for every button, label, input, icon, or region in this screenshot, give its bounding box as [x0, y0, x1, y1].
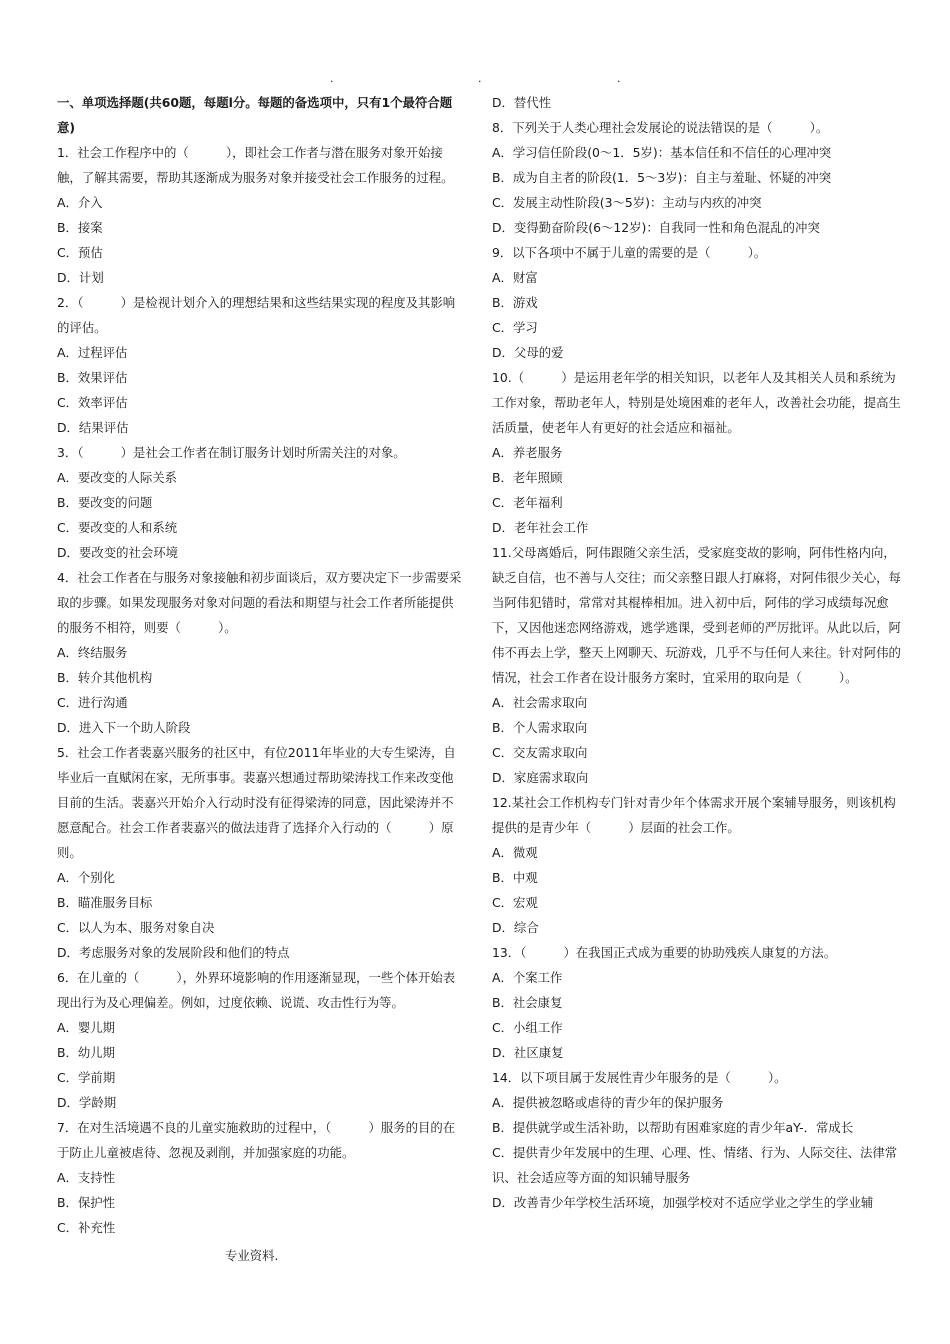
answer-option: D．家庭需求取向 — [492, 770, 589, 785]
answer-option: A．提供被忽略或虐待的青少年的保护服务 — [492, 1095, 724, 1110]
answer-option: C．补充性 — [57, 1220, 116, 1235]
answer-option: C．交友需求取向 — [492, 745, 588, 760]
answer-option: C．学习 — [492, 320, 538, 335]
answer-option: D．老年社会工作 — [492, 520, 589, 535]
question-text: 5．社会工作者裴嘉兴服务的社区中，有位2011年毕业的大专生梁涛，自毕业后一直赋闲在家，无所事事。裴嘉兴想通过帮助梁涛找工作来改变他目前的生活。裴嘉兴开始介入行动时没有征得梁涛的同意，因此梁涛并不愿意配合。社会工作者裴嘉兴的做法违背了选择介入行动的（ ）原则。 — [57, 745, 456, 860]
question-text: 12.某社会工作机构专门针对青少年个体需求开展个案辅导服务，则该机构提供的是青少年（ ）层面的社会工作。 — [492, 795, 896, 835]
answer-option: D．进入下一个助人阶段 — [57, 720, 191, 735]
answer-option: A．个案工作 — [492, 970, 563, 985]
page-footer: 专业资料. — [225, 1248, 279, 1263]
answer-option: C．要改变的人和系统 — [57, 520, 178, 535]
answer-option: C．提供青少年发展中的生理、心理、性、情绪、行为、人际交往、法律常识、社会适应等方面的知识辅导服务 — [492, 1145, 898, 1185]
header-dots — [0, 72, 950, 86]
answer-option: A．婴儿期 — [57, 1020, 116, 1035]
answer-option: C．老年福利 — [492, 495, 563, 510]
answer-option: A．财富 — [492, 270, 538, 285]
answer-option: C．学前期 — [57, 1070, 116, 1085]
answer-option: A．介入 — [57, 195, 103, 210]
question-text: 6．在儿童的（ ），外界环境影响的作用逐渐显现，一些个体开始表现出行为及心理偏差。例如，过度依赖、说谎、攻击性行为等。 — [57, 970, 456, 1010]
question-text: 13．（ ）在我国正式成为重要的协助残疾人康复的方法。 — [492, 945, 837, 960]
question-text: 8．下列关于人类心理社会发展论的说法错误的是（ ）。 — [492, 120, 829, 135]
answer-option: B．幼儿期 — [57, 1045, 116, 1060]
answer-option: B．老年照顾 — [492, 470, 563, 485]
question-text: 3．（ ）是社会工作者在制订服务计划时所需关注的对象。 — [57, 445, 406, 460]
answer-option: A．终结服务 — [57, 645, 128, 660]
answer-option: C．进行沟通 — [57, 695, 128, 710]
answer-option: C．预估 — [57, 245, 103, 260]
left-column — [57, 90, 465, 1240]
answer-option: D．变得勤奋阶段(6～12岁)：自我同一性和角色混乱的冲突 — [492, 220, 820, 235]
answer-option: B．游戏 — [492, 295, 538, 310]
answer-option: A．学习信任阶段(0～1．5岁)：基本信任和不信任的心理冲突 — [492, 145, 832, 160]
answer-option: C．宏观 — [492, 895, 538, 910]
question-text: 9．以下各项中不属于儿童的需要的是（ ）。 — [492, 245, 767, 260]
answer-option: B．个人需求取向 — [492, 720, 588, 735]
question-text: 7．在对生活境遇不良的儿童实施救助的过程中，（ ）服务的目的在于防止儿童被虐待、忽视及剥削，并加强家庭的功能。 — [57, 1120, 456, 1160]
answer-option: A．个别化 — [57, 870, 116, 885]
section-heading: 一、单项选择题(共60题，每题l分。每题的备选项中，只有1个最符合题意) — [57, 95, 453, 135]
answer-option: B．保护性 — [57, 1195, 116, 1210]
question-text: 14．以下项目属于发展性青少年服务的是（ ）。 — [492, 1070, 787, 1085]
answer-option: D．学龄期 — [57, 1095, 117, 1110]
answer-option: D．改善青少年学校生活环境，加强学校对不适应学业之学生的学业辅 — [492, 1195, 874, 1210]
answer-option: B．中观 — [492, 870, 538, 885]
answer-option: D．计划 — [57, 270, 104, 285]
answer-option: D．考虑服务对象的发展阶段和他们的特点 — [57, 945, 290, 960]
header-dot: . — [330, 72, 334, 85]
answer-option: B．提供就学或生活补助，以帮助有困难家庭的青少年aY-．常成长 — [492, 1120, 854, 1135]
question-text: 4．社会工作者在与服务对象接触和初步面谈后，双方要决定下一步需要采取的步骤。如果发现服务对象对问题的看法和期望与社会工作者所能提供的服务不相符，则要（ ）。 — [57, 570, 462, 635]
question-text: 1．社会工作程序中的（ ），即社会工作者与潜在服务对象开始接触，了解其需要，帮助其逐渐成为服务对象并接受社会工作服务的过程。 — [57, 145, 454, 185]
answer-option: A．养老服务 — [492, 445, 563, 460]
answer-option: D．社区康复 — [492, 1045, 564, 1060]
answer-option: A．社会需求取向 — [492, 695, 588, 710]
answer-option: A．过程评估 — [57, 345, 128, 360]
answer-option: D．要改变的社会环境 — [57, 545, 179, 560]
question-text: 10.（ ）是运用老年学的相关知识，以老年人及其相关人员和系统为工作对象，帮助老年人，特别是处境困难的老年人，改善社会功能，提高生活质量，使老年人有更好的社会适应和福祉。 — [492, 370, 901, 435]
answer-option: B．成为自主者的阶段(1．5～3岁)：自主与羞耻、怀疑的冲突 — [492, 170, 832, 185]
header-dot: . — [617, 72, 621, 85]
answer-option: D．替代性 — [492, 95, 552, 110]
answer-option: C．效率评估 — [57, 395, 128, 410]
answer-option: D．结果评估 — [57, 420, 129, 435]
question-text: 11.父母离婚后，阿伟跟随父亲生活，受家庭变故的影响，阿伟性格内向，缺乏自信，也不善与人交往；而父亲整日跟人打麻将，对阿伟很少关心，每当阿伟犯错时，常常对其棍棒相加。进入初中后，阿伟的学习成绩每况愈下，又因他迷恋网络游戏，逃学逃课，受到老师的严厉批评。从此以后，阿伟不再去上学，整天上网聊天、玩游戏，几乎不与任何人来往。针对阿伟的情况，社会工作者在设计服务方案时，宜采用的取向是（ ）。 — [492, 545, 901, 685]
answer-option: D．父母的爱 — [492, 345, 564, 360]
answer-option: B．要改变的问题 — [57, 495, 153, 510]
answer-option: D．综合 — [492, 920, 539, 935]
answer-option: B．效果评估 — [57, 370, 128, 385]
right-column — [492, 90, 904, 1215]
header-dot: . — [478, 72, 482, 85]
answer-option: A．微观 — [492, 845, 538, 860]
answer-option: C．小组工作 — [492, 1020, 563, 1035]
answer-option: B．社会康复 — [492, 995, 563, 1010]
question-text: 2．（ ）是检视计划介入的理想结果和这些结果实现的程度及其影响的评估。 — [57, 295, 456, 335]
answer-option: A．支持性 — [57, 1170, 116, 1185]
answer-option: C．发展主动性阶段(3～5岁)：主动与内疚的冲突 — [492, 195, 762, 210]
answer-option: A．要改变的人际关系 — [57, 470, 177, 485]
answer-option: B．转介其他机构 — [57, 670, 153, 685]
answer-option: B．瞄准服务目标 — [57, 895, 153, 910]
answer-option: C．以人为本、服务对象自决 — [57, 920, 215, 935]
answer-option: B．接案 — [57, 220, 103, 235]
